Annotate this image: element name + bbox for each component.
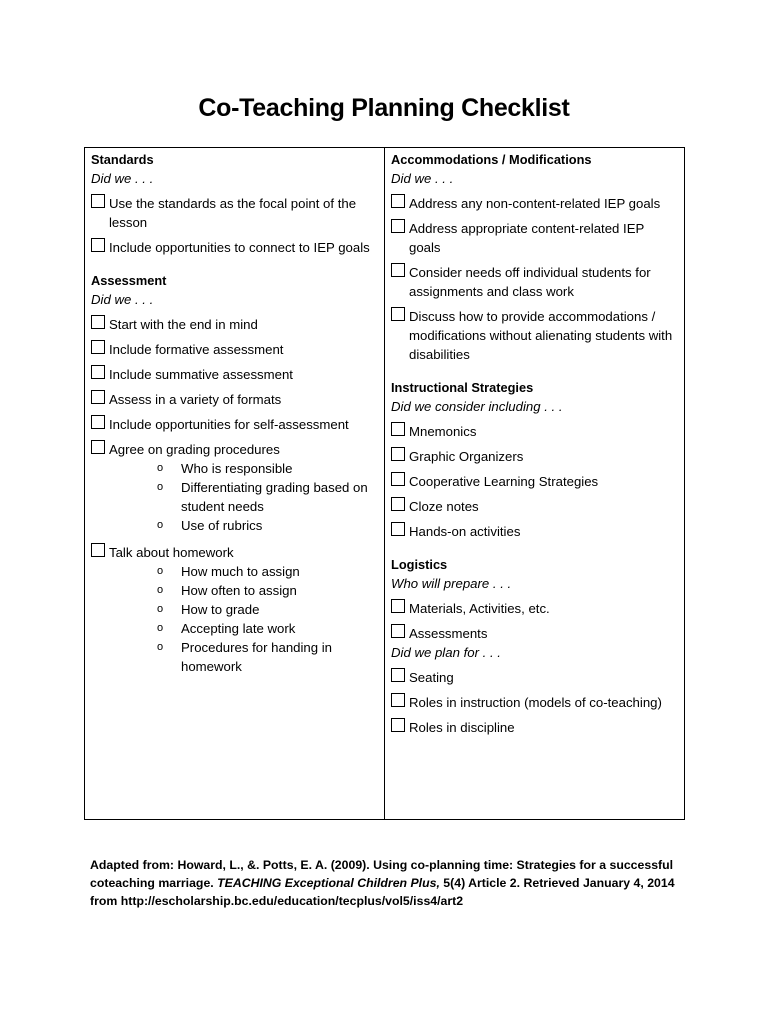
- checkbox-icon[interactable]: [391, 219, 405, 233]
- checkbox-icon[interactable]: [91, 543, 105, 557]
- sub-list-item-label: How often to assign: [181, 583, 297, 598]
- checkbox-icon[interactable]: [391, 718, 405, 732]
- assessment-section: [91, 271, 378, 676]
- checklist-item-label: Assess in a variety of formats: [109, 392, 282, 407]
- checklist-table: [84, 147, 685, 820]
- checkbox-icon[interactable]: [391, 307, 405, 321]
- checkbox-icon[interactable]: [91, 440, 105, 454]
- sub-list-item-label: Differentiating grading based on student needs: [181, 480, 368, 514]
- sub-list-item: [91, 619, 378, 638]
- sub-list-item-label: Accepting late work: [181, 621, 296, 636]
- citation-text: Adapted from: Howard, L., &. Potts, E. A. (2009). Using co-planning time: Strategies for a successful coteaching marriage.: [90, 858, 674, 890]
- sub-list-item-label: Use of rubrics: [181, 518, 263, 533]
- checkbox-icon[interactable]: [391, 624, 405, 638]
- sub-list-item-label: How much to assign: [181, 564, 300, 579]
- checklist-item-label: Mnemonics: [409, 424, 477, 439]
- checklist-item[interactable]: [391, 422, 678, 441]
- checklist-item[interactable]: [391, 263, 678, 301]
- checklist-item[interactable]: [391, 497, 678, 516]
- section-prompt: Did we . . .: [91, 171, 154, 186]
- checkbox-icon[interactable]: [391, 447, 405, 461]
- checklist-item-label: Talk about homework: [109, 545, 234, 560]
- circle-bullet-icon: o: [157, 622, 164, 634]
- checklist-item-label: Assessments: [409, 626, 488, 641]
- checklist-item[interactable]: [391, 194, 678, 213]
- circle-bullet-icon: o: [157, 584, 164, 596]
- citation-footer: [90, 856, 690, 910]
- checklist-item-label: Cooperative Learning Strategies: [409, 474, 599, 489]
- sub-list-item: [91, 478, 378, 516]
- section-prompt: Who will prepare . . .: [391, 576, 512, 591]
- sub-list-item-label: How to grade: [181, 602, 260, 617]
- sub-list-item: [91, 562, 378, 581]
- checklist-item-label: Address appropriate content-related IEP goals: [409, 221, 645, 255]
- checklist-item[interactable]: [91, 543, 378, 562]
- checklist-item[interactable]: [91, 390, 378, 409]
- sub-list-item-label: Who is responsible: [181, 461, 293, 476]
- checklist-item-label: Roles in discipline: [409, 720, 515, 735]
- circle-bullet-icon: o: [157, 462, 164, 474]
- checkbox-icon[interactable]: [91, 390, 105, 404]
- checkbox-icon[interactable]: [91, 365, 105, 379]
- logistics-section: [391, 555, 678, 737]
- checklist-item[interactable]: [391, 668, 678, 687]
- checklist-item[interactable]: [391, 447, 678, 466]
- checklist-item-label: Start with the end in mind: [109, 317, 258, 332]
- checklist-item-label: Use the standards as the focal point of the lesson: [109, 196, 357, 230]
- checklist-item[interactable]: [391, 307, 678, 364]
- checkbox-icon[interactable]: [391, 693, 405, 707]
- checklist-item[interactable]: [91, 365, 378, 384]
- checkbox-icon[interactable]: [91, 238, 105, 252]
- checkbox-icon[interactable]: [91, 194, 105, 208]
- sub-list-item: [91, 581, 378, 600]
- checklist-item[interactable]: [91, 194, 378, 232]
- instructional-strategies-section: [391, 378, 678, 541]
- section-heading-accommodations: Accommodations / Modifications: [391, 152, 592, 167]
- checkbox-icon[interactable]: [91, 315, 105, 329]
- checklist-item[interactable]: [91, 340, 378, 359]
- checklist-item-label: Seating: [409, 670, 454, 685]
- checklist-item-label: Hands-on activities: [409, 524, 521, 539]
- checklist-item[interactable]: [91, 415, 378, 434]
- checklist-item-label: Include opportunities to connect to IEP goals: [109, 240, 370, 255]
- checklist-item[interactable]: [391, 599, 678, 618]
- section-prompt: Did we . . .: [91, 292, 154, 307]
- checklist-item-label: Materials, Activities, etc.: [409, 601, 550, 616]
- circle-bullet-icon: o: [157, 603, 164, 615]
- section-prompt: Did we plan for . . .: [391, 645, 501, 660]
- checklist-item-label: Include formative assessment: [109, 342, 284, 357]
- checklist-item-label: Address any non-content-related IEP goals: [409, 196, 661, 211]
- page-title: Co-Teaching Planning Checklist: [198, 94, 570, 122]
- section-prompt: Did we consider including . . .: [391, 399, 563, 414]
- checklist-item[interactable]: [391, 219, 678, 257]
- checklist-item-label: Include opportunities for self-assessment: [109, 417, 349, 432]
- checkbox-icon[interactable]: [391, 497, 405, 511]
- sub-list-item-label: Procedures for handing in homework: [181, 640, 333, 674]
- section-heading-assessment: Assessment: [91, 273, 167, 288]
- circle-bullet-icon: o: [157, 565, 164, 577]
- checklist-item-label: Consider needs off individual students for assignments and class work: [409, 265, 651, 299]
- checkbox-icon[interactable]: [391, 194, 405, 208]
- checklist-item-label: Graphic Organizers: [409, 449, 524, 464]
- checklist-item-label: Discuss how to provide accommodations / modifications without alienating students with disabilities: [409, 309, 673, 362]
- grading-sublist: [91, 459, 378, 535]
- checkbox-icon[interactable]: [391, 263, 405, 277]
- sub-list-item: [91, 600, 378, 619]
- checkbox-icon[interactable]: [391, 422, 405, 436]
- checkbox-icon[interactable]: [391, 522, 405, 536]
- checkbox-icon[interactable]: [91, 340, 105, 354]
- checklist-item[interactable]: [391, 472, 678, 491]
- left-column: [85, 148, 385, 819]
- standards-section: [91, 150, 378, 257]
- checklist-item[interactable]: [91, 238, 378, 257]
- section-heading-instructional-strategies: Instructional Strategies: [391, 380, 534, 395]
- checklist-item[interactable]: [391, 522, 678, 541]
- circle-bullet-icon: o: [157, 481, 164, 493]
- checklist-item-label: Cloze notes: [409, 499, 479, 514]
- checkbox-icon[interactable]: [91, 415, 105, 429]
- sub-list-item: [91, 638, 378, 676]
- section-heading-logistics: Logistics: [391, 557, 448, 572]
- checklist-item[interactable]: [391, 624, 678, 643]
- circle-bullet-icon: o: [157, 519, 164, 531]
- section-heading-standards: Standards: [91, 152, 154, 167]
- checklist-item[interactable]: [391, 718, 678, 737]
- right-column: [385, 148, 684, 819]
- checklist-item-label: Agree on grading procedures: [109, 442, 280, 457]
- checklist-item-label: Roles in instruction (models of co-teaching): [409, 695, 662, 710]
- citation-text-end: 5(4) Article 2. Retrieved January 4, 2014 from http://escholarship.bc.edu/education/tecplus/vol5/iss4/art2: [90, 876, 675, 908]
- checkbox-icon[interactable]: [391, 668, 405, 682]
- accommodations-section: [391, 150, 678, 364]
- circle-bullet-icon: o: [157, 641, 164, 653]
- sub-list-item: [91, 459, 378, 478]
- checklist-item-label: Include summative assessment: [109, 367, 293, 382]
- section-prompt: Did we . . .: [391, 171, 454, 186]
- checkbox-icon[interactable]: [391, 472, 405, 486]
- checklist-item[interactable]: [91, 315, 378, 334]
- checklist-item[interactable]: [391, 693, 678, 712]
- checklist-item[interactable]: [91, 440, 378, 459]
- citation-journal: TEACHING Exceptional Children Plus,: [217, 876, 440, 890]
- checkbox-icon[interactable]: [391, 599, 405, 613]
- sub-list-item: [91, 516, 378, 535]
- homework-sublist: [91, 562, 378, 676]
